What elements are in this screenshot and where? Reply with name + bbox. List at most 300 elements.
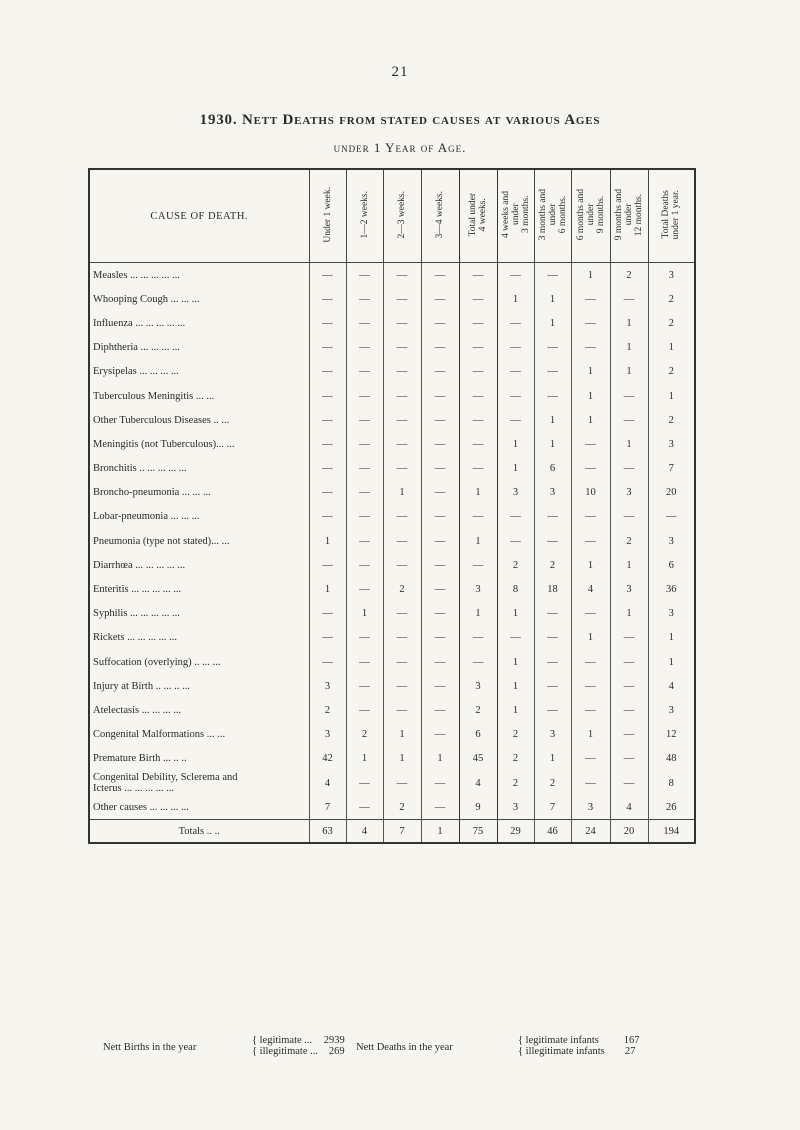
value-cell: — [571,698,610,722]
value-cell: — [346,577,383,601]
cause-cell: Bronchitis .. ... ... ... ... [89,457,309,481]
value-cell: 1 [497,602,534,626]
value-cell: — [459,360,497,384]
value-cell: — [421,771,459,795]
value-cell: — [610,674,648,698]
births-label: Nett Births in the year [103,1042,197,1053]
value-cell: — [309,602,346,626]
value-cell: 8 [497,577,534,601]
value-cell: 1 [309,577,346,601]
value-cell: 1 [497,698,534,722]
page-subtitle: under 1 Year of Age. [333,140,467,155]
column-header: 2—3 weeks. [383,169,421,263]
value-cell: — [610,287,648,311]
page-title: 1930. Nett Deaths from stated causes at various Ages [199,112,601,128]
column-header: Total Deaths under 1 year. [648,169,695,263]
value-cell: — [610,650,648,674]
value-cell: 3 [648,698,695,722]
value-cell: — [497,336,534,360]
value-cell: — [346,626,383,650]
value-cell: 1 [610,602,648,626]
value-cell: — [383,698,421,722]
value-cell: 1 [497,432,534,456]
value-cell: — [459,263,497,288]
value-cell: 46 [534,820,571,844]
value-cell: 7 [648,457,695,481]
value-cell: 1 [534,432,571,456]
value-cell: — [497,408,534,432]
table-row [89,650,695,674]
table-row [89,674,695,698]
value-cell: 1 [648,626,695,650]
value-cell: 10 [571,481,610,505]
value-cell: — [534,263,571,288]
column-header: 1—2 weeks. [346,169,383,263]
value-cell: 4 [346,820,383,844]
value-cell: — [610,698,648,722]
value-cell: 3 [648,529,695,553]
value-cell: — [497,311,534,335]
value-cell: 2 [309,698,346,722]
value-cell: — [421,505,459,529]
value-cell: 1 [459,602,497,626]
value-cell: 1 [648,336,695,360]
value-cell: 1 [459,529,497,553]
value-cell: 42 [309,747,346,771]
value-cell: 3 [459,674,497,698]
value-cell: — [571,747,610,771]
value-cell: 7 [383,820,421,844]
table-row [89,529,695,553]
value-cell: 3 [497,481,534,505]
header-row [89,169,695,263]
value-cell: 2 [383,795,421,820]
value-cell: — [383,336,421,360]
value-cell: 1 [421,820,459,844]
value-cell: — [421,723,459,747]
value-cell: — [571,602,610,626]
value-cell: 1 [497,674,534,698]
value-cell: — [346,263,383,288]
value-cell: — [571,650,610,674]
deaths-breakdown: { legitimate infants 167 { illegitimate infants 27 [518,1035,640,1057]
column-header: 3 months and under 6 months. [534,169,571,263]
births-illegit-label: illegitimate ... [259,1046,318,1057]
value-cell: — [309,263,346,288]
value-cell: — [571,311,610,335]
value-cell: — [421,795,459,820]
value-cell: 2 [610,529,648,553]
value-cell: 1 [383,481,421,505]
value-cell: 26 [648,795,695,820]
value-cell: — [534,384,571,408]
table-row [89,263,695,288]
value-cell: 1 [383,747,421,771]
value-cell: — [383,384,421,408]
value-cell: — [459,553,497,577]
births-legit-value: 2939 [323,1035,345,1046]
value-cell: — [497,505,534,529]
value-cell: 2 [346,723,383,747]
table-row [89,602,695,626]
table-row [89,336,695,360]
column-header: 3—4 weeks. [421,169,459,263]
value-cell: — [346,384,383,408]
value-cell: 3 [309,723,346,747]
value-cell: — [571,529,610,553]
value-cell: 1 [346,602,383,626]
value-cell: — [459,384,497,408]
table-row [89,384,695,408]
value-cell: — [383,457,421,481]
value-cell: 6 [534,457,571,481]
value-cell: — [459,626,497,650]
value-cell: 1 [497,287,534,311]
value-cell: 12 [648,723,695,747]
table-row [89,795,695,820]
value-cell: — [459,505,497,529]
value-cell: 1 [571,408,610,432]
value-cell: — [571,336,610,360]
value-cell: — [610,384,648,408]
cause-cell: Tuberculous Meningitis ... ... [89,384,309,408]
value-cell: — [497,384,534,408]
value-cell: — [346,336,383,360]
value-cell: — [459,336,497,360]
cause-cell: Pneumonia (type not stated)... ... [89,529,309,553]
value-cell: — [497,360,534,384]
value-cell: — [346,674,383,698]
value-cell: — [497,529,534,553]
value-cell: 36 [648,577,695,601]
table-row [89,360,695,384]
value-cell: 1 [459,481,497,505]
value-cell: — [346,505,383,529]
value-cell: 1 [648,384,695,408]
value-cell: — [534,698,571,722]
value-cell: — [534,602,571,626]
value-cell: 3 [571,795,610,820]
value-cell: — [346,698,383,722]
cause-cell: Other Tuberculous Diseases .. ... [89,408,309,432]
value-cell: 2 [648,408,695,432]
value-cell: — [421,311,459,335]
value-cell: — [459,432,497,456]
value-cell: — [421,408,459,432]
cause-cell: Whooping Cough ... ... ... [89,287,309,311]
value-cell: — [421,674,459,698]
footer-summary [88,1034,698,1064]
value-cell: — [383,529,421,553]
value-cell: 7 [309,795,346,820]
value-cell: — [459,457,497,481]
value-cell: — [383,650,421,674]
value-cell: 48 [648,747,695,771]
value-cell: — [610,457,648,481]
deaths-table [88,168,696,844]
value-cell: — [497,626,534,650]
births-legit-label: legitimate ... [259,1035,313,1046]
value-cell: — [421,432,459,456]
value-cell: 18 [534,577,571,601]
value-cell: 1 [610,360,648,384]
value-cell: — [309,457,346,481]
value-cell: 1 [610,553,648,577]
value-cell: — [383,626,421,650]
value-cell: 1 [497,457,534,481]
value-cell: — [309,432,346,456]
value-cell: 1 [610,336,648,360]
value-cell: — [309,505,346,529]
value-cell: 1 [346,747,383,771]
table-row [89,771,695,795]
value-cell: — [383,771,421,795]
value-cell: — [383,432,421,456]
value-cell: — [421,529,459,553]
value-cell: 3 [459,577,497,601]
value-cell: — [421,698,459,722]
value-cell: 1 [383,723,421,747]
value-cell: — [421,457,459,481]
value-cell: 3 [648,432,695,456]
cause-cell: Totals .. .. [89,820,309,844]
value-cell: — [534,529,571,553]
value-cell: 1 [534,747,571,771]
table-row [89,553,695,577]
value-cell: 1 [571,263,610,288]
value-cell: 1 [571,723,610,747]
value-cell: — [610,771,648,795]
table-row [89,505,695,529]
value-cell: 3 [648,602,695,626]
value-cell: — [459,311,497,335]
value-cell: 9 [459,795,497,820]
deaths-legit-value: 167 [623,1035,640,1046]
value-cell: 6 [648,553,695,577]
value-cell: — [383,553,421,577]
table-row [89,457,695,481]
value-cell: 2 [497,747,534,771]
cause-cell: Other causes ... ... ... ... [89,795,309,820]
value-cell: 2 [534,771,571,795]
cause-cell: Influenza ... ... ... ... ... [89,311,309,335]
value-cell: 24 [571,820,610,844]
value-cell: 2 [497,723,534,747]
value-cell: — [346,529,383,553]
value-cell: — [421,553,459,577]
value-cell: 2 [383,577,421,601]
value-cell: — [571,432,610,456]
value-cell: 1 [648,650,695,674]
value-cell: — [421,481,459,505]
value-cell: — [571,287,610,311]
value-cell: — [421,650,459,674]
value-cell: 1 [571,626,610,650]
table-row [89,432,695,456]
deaths-illegit-label: illegitimate infants [525,1046,605,1057]
value-cell: — [571,674,610,698]
value-cell: 1 [421,747,459,771]
value-cell: 1 [309,529,346,553]
value-cell: 1 [534,408,571,432]
value-cell: — [534,336,571,360]
cause-cell: Broncho-pneumonia ... ... ... [89,481,309,505]
value-cell: — [383,263,421,288]
cause-cell: Congenital Malformations ... ... [89,723,309,747]
column-header: Total under 4 weeks. [459,169,497,263]
value-cell: 3 [648,263,695,288]
value-cell: — [383,408,421,432]
value-cell: 4 [309,771,346,795]
value-cell: — [309,360,346,384]
value-cell: 20 [610,820,648,844]
value-cell: 4 [648,674,695,698]
value-cell: — [459,408,497,432]
column-header: 6 months and under 9 months. [571,169,610,263]
cause-cell: Meningitis (not Tuberculous)... ... [89,432,309,456]
value-cell: — [309,481,346,505]
value-cell: — [610,723,648,747]
value-cell: — [309,408,346,432]
value-cell: — [346,311,383,335]
value-cell: — [383,674,421,698]
cause-cell: Atelectasis ... ... ... ... [89,698,309,722]
deaths-label: Nett Deaths in the year [356,1042,453,1053]
deaths-illegit-value: 27 [624,1046,636,1057]
table-row [89,408,695,432]
value-cell: 2 [534,553,571,577]
value-cell: 2 [459,698,497,722]
value-cell: — [421,602,459,626]
value-cell: 2 [648,287,695,311]
table-row [89,698,695,722]
cause-cell: Erysipelas ... ... ... ... [89,360,309,384]
totals-row [89,820,695,844]
table-row [89,747,695,771]
value-cell: — [459,650,497,674]
value-cell: — [534,505,571,529]
value-cell: 3 [610,577,648,601]
column-header: 4 weeks and under 3 months. [497,169,534,263]
value-cell: — [383,360,421,384]
value-cell: 3 [309,674,346,698]
births-breakdown: { legitimate ... 2939 { illegitimate ... 269 [252,1035,345,1057]
value-cell: 3 [610,481,648,505]
cause-cell: Measles ... ... ... ... ... [89,263,309,288]
table-row [89,626,695,650]
value-cell: 1 [571,553,610,577]
value-cell: — [346,287,383,311]
value-cell: 63 [309,820,346,844]
value-cell: — [421,287,459,311]
value-cell: 2 [497,771,534,795]
value-cell: 4 [459,771,497,795]
value-cell: 1 [571,384,610,408]
value-cell: — [346,771,383,795]
value-cell: 3 [497,795,534,820]
value-cell: — [346,481,383,505]
value-cell: 1 [534,287,571,311]
value-cell: — [309,336,346,360]
value-cell: — [421,577,459,601]
table-row [89,723,695,747]
value-cell: — [534,650,571,674]
table-row [89,481,695,505]
value-cell: 75 [459,820,497,844]
cause-cell: Diphtheria ... ... ... ... [89,336,309,360]
value-cell: — [421,360,459,384]
births-illegit-value: 269 [328,1046,345,1057]
value-cell: — [346,408,383,432]
cause-cell: Injury at Birth .. ... .. ... [89,674,309,698]
value-cell: — [309,553,346,577]
value-cell: — [309,650,346,674]
value-cell: 8 [648,771,695,795]
value-cell: — [346,795,383,820]
column-header: Under 1 week. [309,169,346,263]
value-cell: — [309,311,346,335]
value-cell: 3 [534,723,571,747]
cause-cell: Lobar-pneumonia ... ... ... [89,505,309,529]
table-row [89,311,695,335]
value-cell: — [571,457,610,481]
value-cell: — [383,505,421,529]
value-cell: — [346,553,383,577]
value-cell: — [309,384,346,408]
value-cell: 29 [497,820,534,844]
deaths-legit-label: legitimate infants [525,1035,599,1046]
value-cell: — [346,360,383,384]
value-cell: — [346,457,383,481]
value-cell: — [610,626,648,650]
page-number: 21 [391,64,409,80]
value-cell: 1 [571,360,610,384]
value-cell: — [309,287,346,311]
value-cell: — [534,674,571,698]
cause-cell: Congenital Debility, Sclerema and Icterus ... ... ... ... ... [89,771,309,795]
value-cell: 1 [534,311,571,335]
value-cell: 3 [534,481,571,505]
value-cell: — [610,505,648,529]
value-cell: 194 [648,820,695,844]
cause-cell: Rickets ... ... ... ... ... [89,626,309,650]
value-cell: 1 [497,650,534,674]
value-cell: — [534,626,571,650]
value-cell: — [421,384,459,408]
value-cell: 1 [610,432,648,456]
value-cell: 7 [534,795,571,820]
cause-cell: Enteritis ... ... ... ... ... [89,577,309,601]
value-cell: 2 [497,553,534,577]
value-cell: — [459,287,497,311]
column-header: 9 months and under 12 months. [610,169,648,263]
value-cell: — [421,336,459,360]
table-row [89,287,695,311]
value-cell: 20 [648,481,695,505]
cause-cell: Suffocation (overlying) .. ... ... [89,650,309,674]
value-cell: 2 [610,263,648,288]
value-cell: — [610,408,648,432]
value-cell: — [383,602,421,626]
table-row [89,577,695,601]
value-cell: — [610,747,648,771]
value-cell: 1 [610,311,648,335]
value-cell: — [421,626,459,650]
value-cell: — [571,505,610,529]
value-cell: — [421,263,459,288]
value-cell: — [346,650,383,674]
value-cell: 2 [648,311,695,335]
